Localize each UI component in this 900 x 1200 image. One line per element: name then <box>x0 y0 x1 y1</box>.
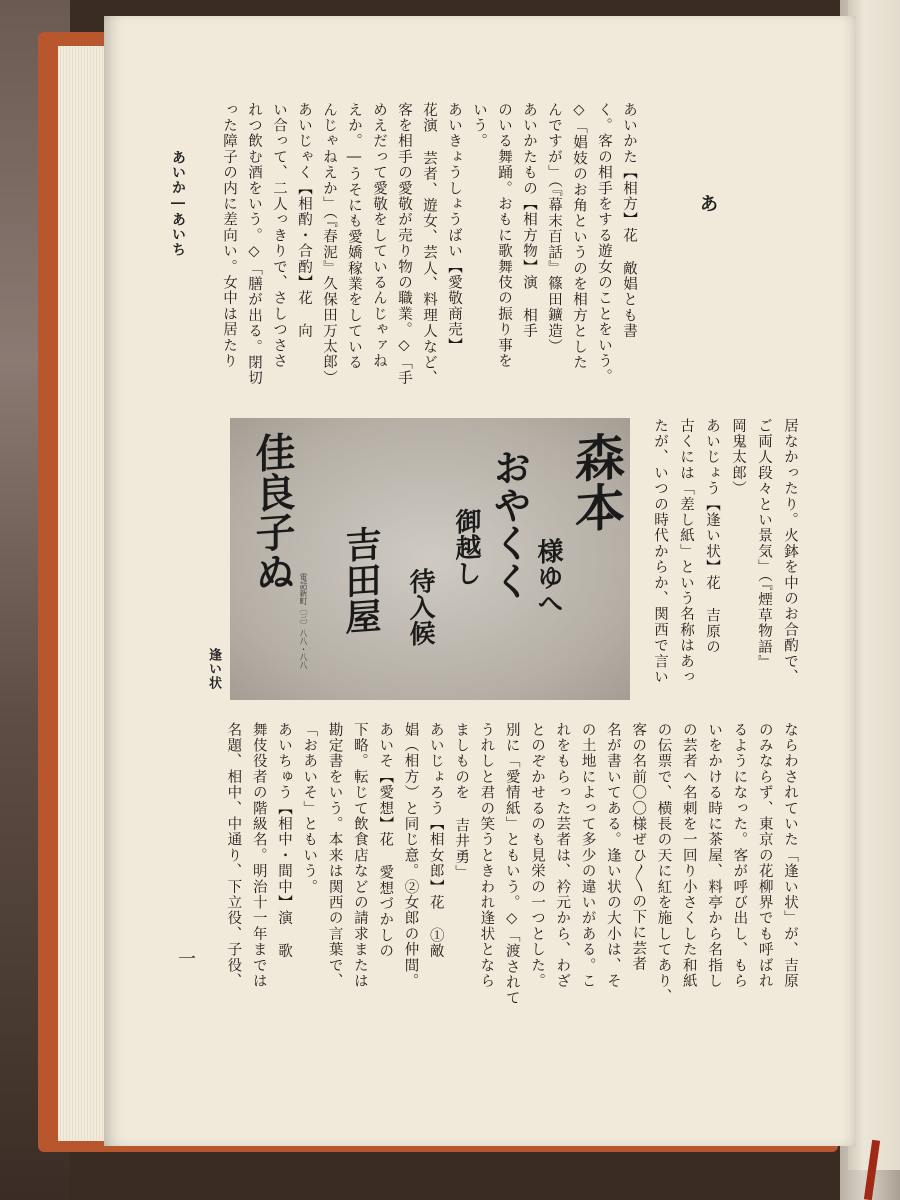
text-column: 客を相手の愛敬が売り物の職業。◇「手 <box>396 102 412 387</box>
text-column: れをもらった芸者は、衿元から、わざ <box>554 722 571 989</box>
calligraphy-line: 森本 <box>567 429 626 535</box>
text-column: 勘定書をいう。本来は関西の言葉で、 <box>326 722 343 989</box>
text-column: 居なかったり。火鉢を中のお合酌で、 <box>782 418 798 685</box>
text-column: の芸者へ名刺を一回り小さくした和紙 <box>680 722 697 989</box>
calligraphy-line: 様ゆへ <box>533 536 563 618</box>
text-column: の伝票で、横長の天に紅を施してあり、 <box>655 722 672 1005</box>
entry-column-head: あいかた【相方】花 敵娼とも書 <box>621 102 637 339</box>
text-column: めえだって愛敬をしているんじゃァね <box>371 102 387 369</box>
text-column: い合って、二人っきりで、さしつささ <box>271 102 287 369</box>
text-column: とのぞかせるのも見栄の一つとした。 <box>529 722 545 989</box>
calligraphy-line: 佳良子ぬ <box>249 430 296 594</box>
text-column: 娼（相方）と同じ意。②女郎の仲間。 <box>402 722 419 989</box>
text-column: あいじょう【逢い状】花 吉原の <box>704 418 720 655</box>
text-column: 名が書いてある。逢い状の大小は、そ <box>604 722 621 989</box>
text-column: 舞伎役者の階級名。明治十一年までは <box>250 722 267 989</box>
text-column: 別に「愛情紙」ともいう。◇「渡されて <box>503 722 520 1007</box>
text-column: ならわされていた「逢い状」が、吉原 <box>782 722 798 989</box>
text-column: ご両人段々とい景気」（『煙草物語』 <box>756 418 772 671</box>
text-column: あいきょうしょうばい【愛敬商売】 <box>446 102 462 354</box>
calligraphy-line: 吉田屋 <box>340 524 382 636</box>
text-column: 下略。転じて飲食店などの請求または <box>351 722 368 989</box>
text-column: えか。―うそにも愛嬌稼業をしている <box>346 102 362 371</box>
text-column: あいかたもの【相方物】演 相手 <box>521 102 537 339</box>
text-column: 古くには「差し紙」という名称はあっ <box>678 418 694 685</box>
page-number: 一 <box>178 949 196 970</box>
calligraphy-line: 待入候 <box>405 566 435 648</box>
text-column: んじゃねえか」（『春泥』久保田万太郎） <box>321 102 337 386</box>
text-column: たが、いつの時代からか、関西で言い <box>652 418 668 685</box>
text-column: く。客の相手をする遊女のことをいう。 <box>596 102 612 385</box>
figure-caption: 逢い状 <box>206 648 221 690</box>
text-column: あいちゅう【相中・間中】演 歌 <box>276 722 292 959</box>
running-head: あいか―あいち <box>170 150 186 257</box>
calligraphy-line: おやくく <box>487 446 532 602</box>
text-column: 客の名前〇〇様ぜひ〳〵の下に芸者 <box>630 722 647 972</box>
text-column: れつ飲む酒をいう。◇「膳が出る。閉切 <box>246 102 262 387</box>
stamp-text: 電話新町〔三〕八八・八八 <box>299 573 308 669</box>
text-column: うれしと君の笑うときわれ逢状となら <box>478 722 495 989</box>
text-column: るようになった。客が呼び出し、もら <box>731 722 748 989</box>
text-column: あいじょろう【相女郎】花 ①敵 <box>427 722 444 959</box>
text-column: 「おあいそ」ともいう。 <box>301 722 318 895</box>
calligraphy-line: 御越し <box>451 506 481 588</box>
text-column: んですが」（『幕末百話』篠田鑛造） <box>546 102 562 355</box>
text-column: 花演 芸者、遊女、芸人、料理人など、 <box>421 102 437 387</box>
text-column: のいる舞踊。おもに歌舞伎の振り事を <box>496 102 512 369</box>
text-column: ◇「娼妓のお角というのを相方とした <box>571 102 587 371</box>
text-column: あいそ【愛想】花 愛想づかしの <box>377 722 394 959</box>
page-edges <box>58 46 110 1141</box>
text-column: の土地によって多少の違いがある。こ <box>579 722 596 989</box>
text-column: ましものを 吉井勇」 <box>453 722 470 881</box>
text-column: あいじゃく【相酌・合酌】花 向 <box>296 102 312 339</box>
calligraphy-photo <box>230 418 630 700</box>
section-kana-heading: あ <box>700 194 718 215</box>
text-column: いをかける時に茶屋、料亭から名指し <box>706 722 723 989</box>
text-column: 名題、相中、中通り、下立役、子役、 <box>225 722 242 989</box>
text-column: いう。 <box>471 102 487 150</box>
text-column: 岡鬼太郎） <box>730 418 746 497</box>
text-column: のみならず、東京の花柳界でも呼ばれ <box>756 722 773 989</box>
text-column: った障子の内に差向い。女中は居たり <box>221 102 237 369</box>
